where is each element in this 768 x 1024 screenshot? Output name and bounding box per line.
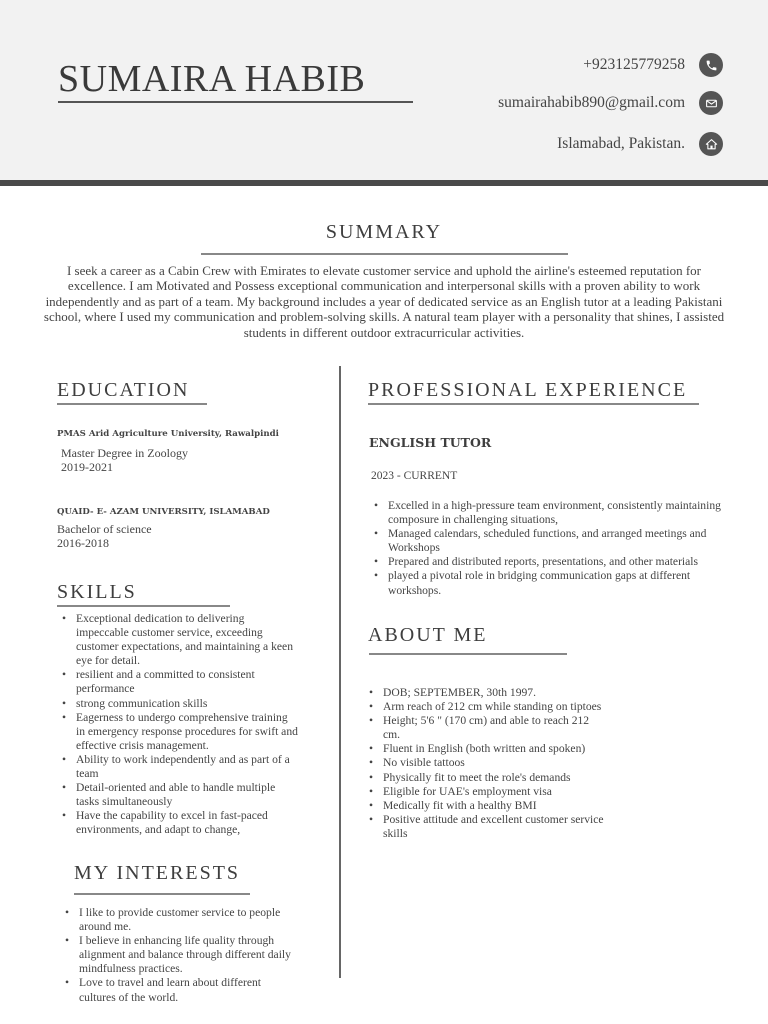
list-item: • Fluent in English (both written and spoken) [365,742,605,756]
education-school-1: PMAS Arid Agriculture University, Rawalpindi [57,429,279,439]
column-divider [339,366,341,978]
name-underline [58,101,413,103]
education-school-2: QUAID- E- AZAM UNIVERSITY, ISLAMABAD [57,507,270,517]
interests-heading: MY INTERESTS [74,862,241,884]
contact-email-row [498,91,723,115]
summary-rule [201,253,568,255]
contact-phone-row [583,53,723,77]
skills-rule [57,605,230,607]
email-address[interactable]: sumairahabib890@gmail.com [498,94,685,111]
list-item: • I believe in enhancing life quality through alignment and balance through different daily mindfulness practices. [61,934,299,976]
about-list [365,686,605,841]
list-item: • Physically fit to meet the role's demands [365,771,605,785]
experience-heading: PROFESSIONAL EXPERIENCE [368,379,688,401]
interests-rule [74,893,250,895]
experience-list [370,499,738,598]
skills-list [58,612,298,838]
mail-icon [699,91,723,115]
skills-heading: SKILLS [57,581,137,603]
about-heading: ABOUT ME [368,624,488,646]
list-item: • Positive attitude and excellent customer service skills [365,813,605,841]
about-rule [369,653,567,655]
list-item: • No visible tattoos [365,756,605,770]
location: Islamabad, Pakistan. [557,135,685,152]
phone-icon [699,53,723,77]
list-item: • strong communication skills [58,697,298,711]
job-title: ENGLISH TUTOR [369,435,492,450]
list-item: • Have the capability to excel in fast-paced environments, and adapt to change, [58,809,298,837]
education-years-2: 2016-2018 [57,536,109,550]
list-item: • resilient and a committed to consistent performance [58,668,298,696]
list-item: • I like to provide customer service to people around me. [61,906,299,934]
summary-heading: SUMMARY [325,221,443,243]
home-icon [699,132,723,156]
list-item: • Eagerness to undergo comprehensive training in emergency response procedures for swift and effective crisis management. [58,711,298,753]
education-degree-2: Bachelor of science [57,522,152,536]
education-rule [57,403,207,405]
header-divider-bar [0,180,768,186]
job-dates: 2023 - CURRENT [371,470,458,482]
phone-number[interactable]: +923125779258 [583,56,685,73]
education-degree-1: Master Degree in Zoology [61,446,188,460]
experience-rule [368,403,699,405]
list-item: • Detail-oriented and able to handle multiple tasks simultaneously [58,781,298,809]
summary-text: I seek a career as a Cabin Crew with Emirates to elevate customer service and uphold the airline's esteemed reputation for excellence. I am Motivated and Possess exceptional communication and interpersonal skills with a proven ability to work independently and as part of a team. My background includes a year of dedicated service as an English tutor at a leading Pakistani school, where I used my communication and problem-solving skills. A natural team player with a personality that shines, I assisted students in different outdoor extracurricular activities. [43,263,725,340]
list-item: • Excelled in a high-pressure team environment, consistently maintaining composure in challenging situations, [370,499,738,527]
list-item: • Exceptional dedication to delivering impeccable customer service, exceeding customer expectations, and maintaining a keen eye for detail. [58,612,298,668]
list-item: • Ability to work independently and as part of a team [58,753,298,781]
list-item: • Eligible for UAE's employment visa [365,785,605,799]
list-item: • Love to travel and learn about different cultures of the world. [61,976,299,1004]
education-heading: EDUCATION [57,379,190,401]
contact-location-row [557,132,723,156]
candidate-name: SUMAIRA HABIB [58,58,366,100]
list-item: • Arm reach of 212 cm while standing on tiptoes [365,700,605,714]
list-item: • Medically fit with a healthy BMI [365,799,605,813]
list-item: • Managed calendars, scheduled functions, and arranged meetings and Workshops [370,527,738,555]
list-item: • DOB; SEPTEMBER, 30th 1997. [365,686,605,700]
list-item: • played a pivotal role in bridging communication gaps at different workshops. [370,569,738,597]
education-years-1: 2019-2021 [61,460,113,474]
interests-list [61,906,299,1005]
list-item: • Prepared and distributed reports, presentations, and other materials [370,555,738,569]
list-item: • Height; 5'6 " (170 cm) and able to reach 212 cm. [365,714,605,742]
